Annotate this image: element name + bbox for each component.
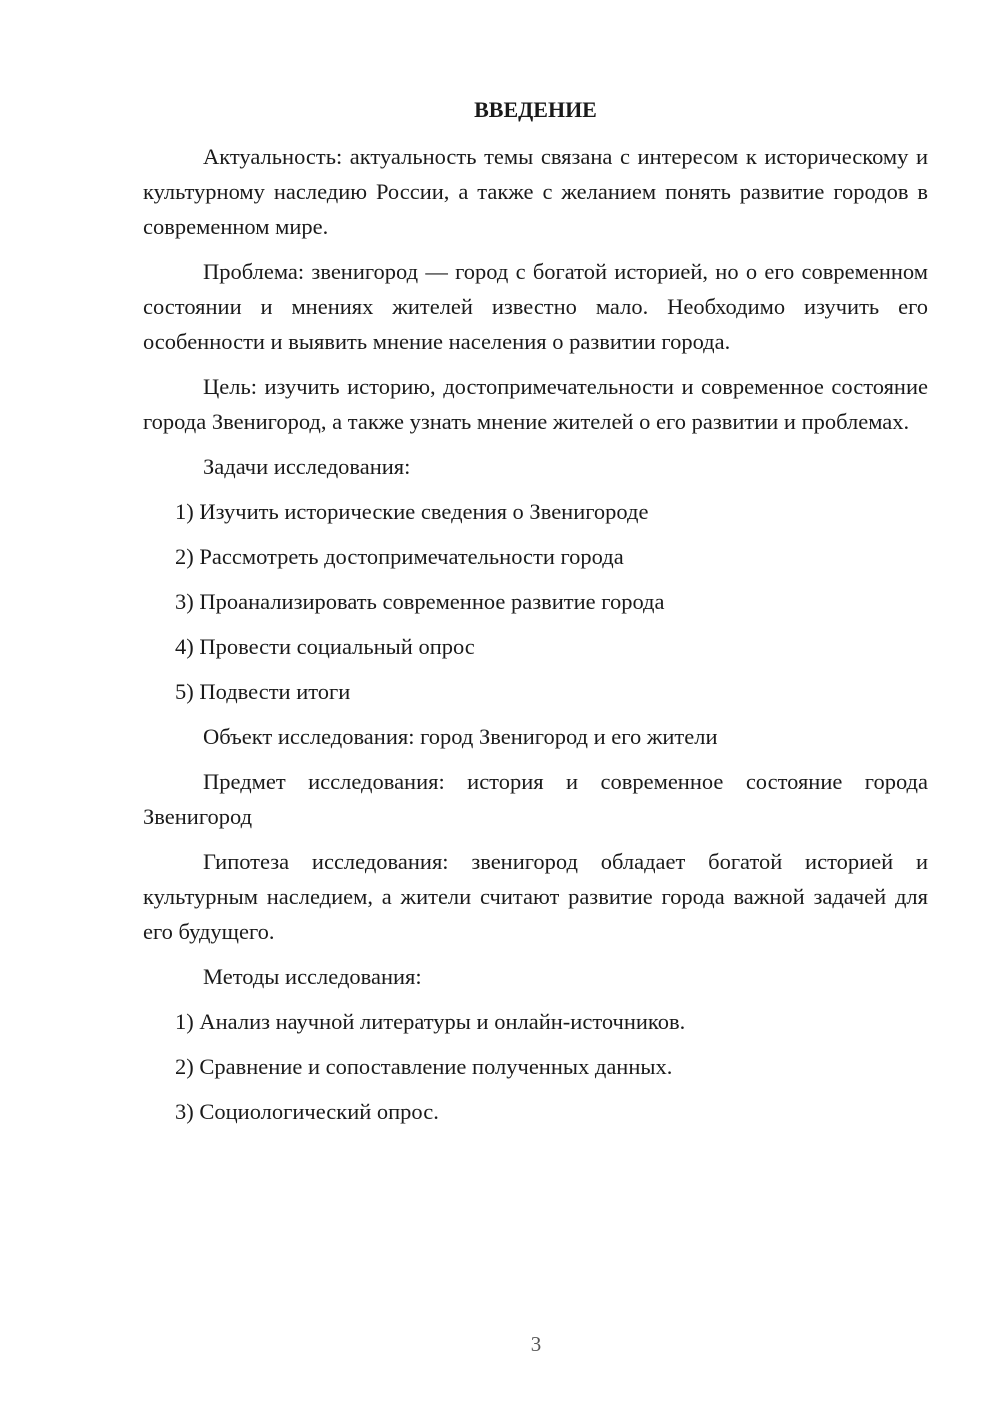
methods-list	[143, 1004, 928, 1129]
list-item: 1) Изучить исторические сведения о Звенигороде	[175, 499, 649, 524]
page-content	[143, 92, 928, 1139]
methods-heading: Методы исследования:	[203, 964, 422, 989]
hypothesis-paragraph: Гипотеза исследования: звенигород обладает богатой историей и культурным наследием, а жители считают развитие города важной задачей для его будущего.	[143, 849, 928, 944]
list-item: 3) Проанализировать современное развитие города	[175, 589, 665, 614]
section-title: ВВЕДЕНИЕ	[474, 97, 597, 122]
list-item: 2) Сравнение и сопоставление полученных данных.	[175, 1054, 673, 1079]
subject-paragraph: Предмет исследования: история и современное состояние города Звенигород	[143, 769, 928, 829]
list-item: 5) Подвести итоги	[175, 679, 351, 704]
relevance-paragraph: Актуальность: актуальность темы связана с интересом к историческому и культурному наследию России, а также с желанием понять развитие городов в современном мире.	[143, 144, 928, 239]
list-item: 3) Социологический опрос.	[175, 1099, 439, 1124]
goal-paragraph: Цель: изучить историю, достопримечательности и современное состояние города Звенигород, а также узнать мнение жителей о его развитии и проблемах.	[143, 374, 928, 434]
page-number: 3	[530, 1332, 542, 1356]
list-item: 4) Провести социальный опрос	[175, 634, 475, 659]
object-paragraph: Объект исследования: город Звенигород и его жители	[203, 724, 718, 749]
tasks-list	[143, 494, 928, 709]
list-item: 2) Рассмотреть достопримечательности города	[175, 544, 624, 569]
problem-paragraph: Проблема: звенигород — город с богатой историей, но о его современном состоянии и мнениях жителей известно мало. Необходимо изучить его особенности и выявить мнение населения о развитии города.	[143, 259, 928, 354]
tasks-heading: Задачи исследования:	[203, 454, 411, 479]
list-item: 1) Анализ научной литературы и онлайн-источников.	[175, 1009, 686, 1034]
